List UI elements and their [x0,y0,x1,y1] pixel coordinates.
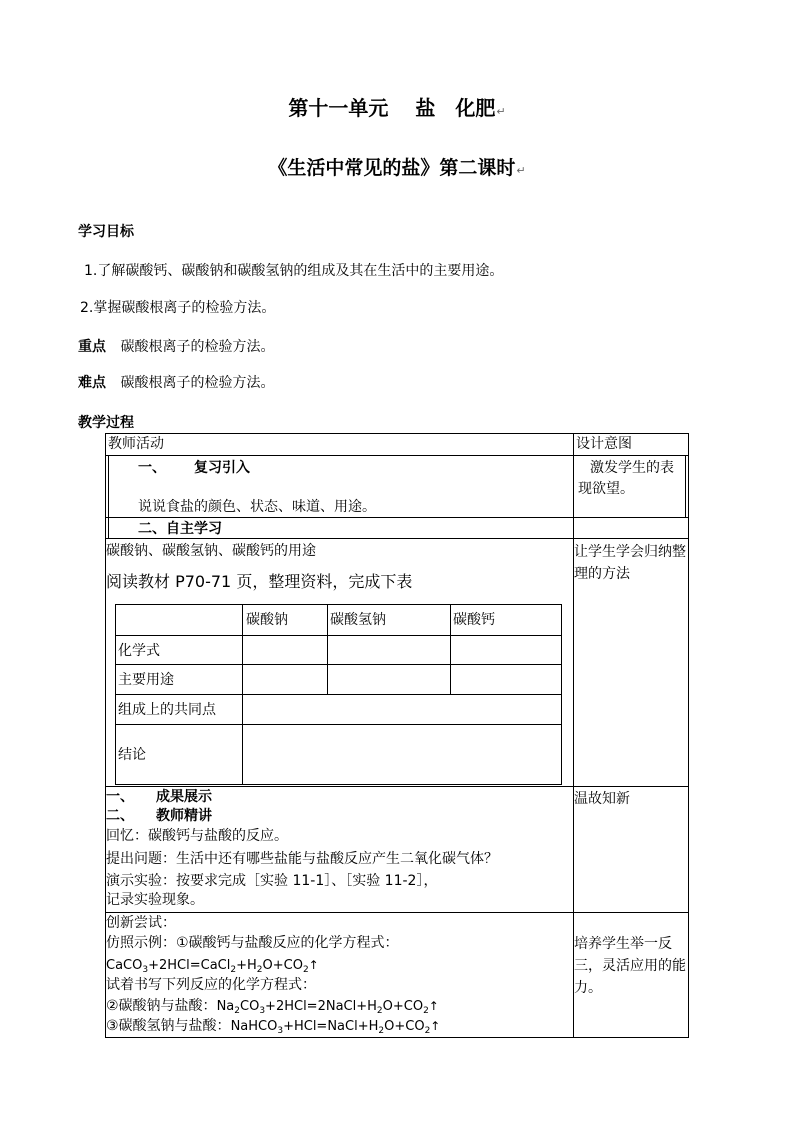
paragraph-mark-icon: ↵ [516,164,526,177]
uses-heading: 碳酸钠、碳酸氢钠、碳酸钙的用途 [106,543,316,559]
section-review: 一、 复习引入 [138,460,250,476]
difficulty [78,374,274,392]
inner-row-conclusion: 结论 [118,747,146,763]
innovation-heading: 创新尝试： [106,915,176,931]
inner-header-calcium-carbonate: 碳酸钙 [453,612,495,628]
column-header-design: 设计意图 [576,436,632,452]
process-heading: 教学过程 [78,415,134,431]
key-point-text: 碳酸根离子的检验方法。 [120,339,275,355]
record-text: 记录实验现象。 [106,892,204,908]
page-subtitle: 《生活中常见的盐》第二课时↵ [268,157,526,179]
difficulty-label: 难点 [78,375,106,391]
reading-instruction: 阅读教材 P70-71 页，整理资料，完成下表 [106,572,413,591]
design-row4: 温故知新 [574,791,630,807]
inner-row-formula: 化学式 [118,643,160,659]
section-results: 一、 成果展示 [106,789,212,805]
try-text: 试着书写下列反应的化学方程式： [106,977,316,993]
equation-sodium-carbonate: ②碳酸钠与盐酸：$Na_2CO_3+2HCl=2NaCl+H_2O+CO_2↑$ [106,998,439,1016]
inner-header-sodium-bicarbonate: 碳酸氢钠 [330,612,386,628]
recall-text: 回忆：碳酸钙与盐酸的反应。 [106,828,288,844]
design-row5: 培养学生举一反三，灵活应用的能力。 [574,936,686,996]
objectives-heading: 学习目标 [78,224,134,240]
key-point [78,338,274,356]
inner-header-sodium-carbonate: 碳酸钠 [246,612,288,628]
question-text: 提出问题：生活中还有哪些盐能与盐酸反应产生二氧化碳气体？ [106,851,498,867]
column-header-teacher: 教师活动 [108,436,164,452]
design-row1: 激发学生的表现欲望。 [578,460,674,497]
key-point-label: 重点 [78,339,106,355]
objective-2: 2.掌握碳酸根离子的检验方法。 [80,300,276,316]
inner-row-use: 主要用途 [118,672,174,688]
equation-calcium-carbonate: $CaCO_3+2HCl=CaCl_2+H_2O+CO_2↑$ [106,958,319,975]
inner-row-common: 组成上的共同点 [118,702,216,718]
review-text: 说说食盐的颜色、状态、味道、用途。 [138,499,376,515]
page-title: 第十一单元 盐 化肥↵ [288,96,506,120]
example-text: 仿照示例：①碳酸钙与盐酸反应的化学方程式： [106,935,399,951]
objective-1: 1.了解碳酸钙、碳酸钠和碳酸氢钠的组成及其在生活中的主要用途。 [84,263,504,279]
equation-sodium-bicarbonate: ③碳酸氢钠与盐酸：$NaHCO_3+HCl=NaCl+H_2O+CO_2↑$ [106,1018,441,1036]
section-lecture: 二、 教师精讲 [106,808,212,824]
demo-text: 演示实验：按要求完成［实验 11-1］、［实验 11-2］， [106,873,438,889]
design-row3: 让学生学会归纳整理的方法 [574,544,686,582]
section-self-study: 二、自主学习 [138,521,222,537]
paragraph-mark-icon: ↵ [496,105,506,118]
difficulty-text: 碳酸根离子的检验方法。 [120,375,275,391]
